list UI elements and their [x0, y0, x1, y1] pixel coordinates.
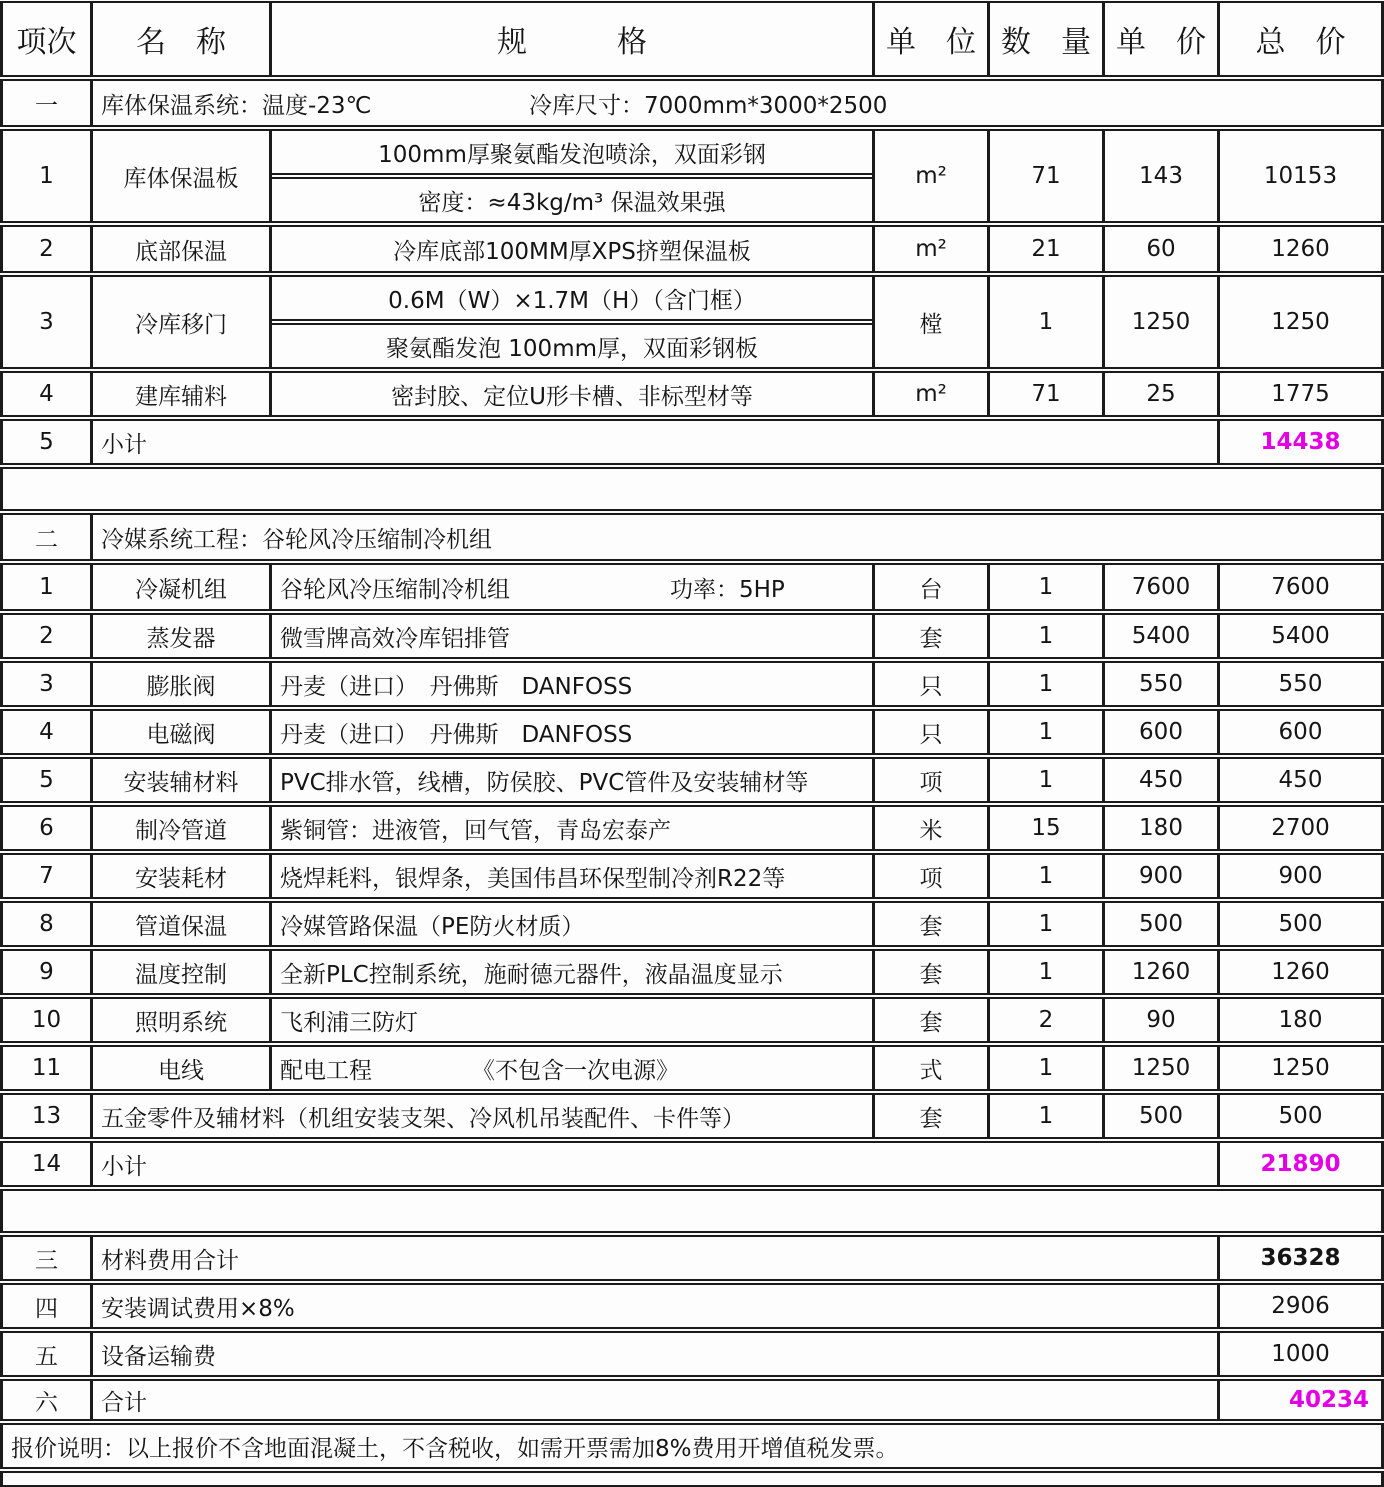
cell-qty: 1: [990, 951, 1105, 993]
cell-no: 5: [3, 759, 93, 801]
subtotal-value: 14438: [1260, 429, 1341, 455]
subtotal-value: 21890: [1260, 1151, 1341, 1177]
cell-total: 900: [1278, 863, 1323, 889]
cell-total: 1250: [1271, 309, 1330, 335]
table-row: [0, 709, 1384, 755]
cell-unit: 只: [875, 663, 990, 705]
cell-spec: [272, 1047, 875, 1089]
spec-note: 功率：5HP: [670, 576, 785, 603]
cell-qty: 1: [990, 1047, 1105, 1089]
cell-total: 10153: [1263, 163, 1338, 189]
table-row: [0, 563, 1384, 611]
cell-spec-line1: 100mm厚聚氨酯发泡喷涂，双面彩钢: [272, 131, 872, 175]
summary-row-materials-total: [0, 1235, 1384, 1281]
cell-unit-price: 900: [1105, 855, 1220, 897]
spacer-row: [0, 1189, 1384, 1233]
cell-spec: 冷媒管路保温（PE防火材质）: [272, 903, 875, 945]
empty-cell: [3, 469, 1381, 509]
col-header-spec: 规 格: [272, 3, 875, 75]
cell-unit-price: 143: [1105, 131, 1220, 221]
cell-name: 电磁阀: [93, 711, 272, 753]
cell-no: 8: [3, 903, 93, 945]
table-row: [0, 371, 1384, 417]
cell-total: 1250: [1271, 1055, 1330, 1081]
cell-qty: 1: [990, 855, 1105, 897]
cell-spec-line2: 密度：≈43kg/m³ 保温效果强: [272, 177, 872, 221]
cell-spec: 冷库底部100MM厚XPS挤塑保温板: [272, 227, 875, 271]
cell-unit-price: 1250: [1105, 1047, 1220, 1089]
cell-no: 六: [3, 1381, 93, 1419]
table-row: [0, 1093, 1384, 1139]
cell-unit-price: 450: [1105, 759, 1220, 801]
cell-total: 5400: [1271, 623, 1330, 649]
cell-no: 14: [3, 1143, 93, 1185]
cell-unit-price: 1250: [1105, 277, 1220, 367]
cell-unit-price: 7600: [1105, 565, 1220, 609]
summary-label: 材料费用合计: [93, 1237, 1220, 1279]
cell-spec-line1: 0.6M（W）×1.7M（H）（含门框）: [272, 277, 872, 321]
cell-total: 1775: [1271, 381, 1330, 407]
cell-unit-price: 550: [1105, 663, 1220, 705]
cell-total: 500: [1278, 1103, 1323, 1129]
summary-row-install-fee: [0, 1283, 1384, 1329]
cell-qty: 2: [990, 999, 1105, 1041]
cell-no: 6: [3, 807, 93, 849]
cell-name: 冷库移门: [93, 277, 272, 367]
cell-no: 五: [3, 1333, 93, 1375]
cell-total: 1260: [1271, 959, 1330, 985]
cell-unit-price: 600: [1105, 711, 1220, 753]
cell-no: 2: [3, 227, 93, 271]
footer-note: 报价说明：以上报价不含地面混凝土，不含税收，如需开票需加8%费用开增值税发票。: [11, 1435, 899, 1462]
cell-spec: 丹麦（进口） 丹佛斯 DANFOSS: [272, 663, 875, 705]
table-row: [0, 129, 1384, 223]
cell-name: 照明系统: [93, 999, 272, 1041]
spec-text: 配电工程: [280, 1057, 372, 1084]
cell-total: 600: [1278, 719, 1323, 745]
spacer-row: [0, 1471, 1384, 1487]
cell-no: 三: [3, 1237, 93, 1279]
cell-no: 11: [3, 1047, 93, 1089]
cell-spec: 飞利浦三防灯: [272, 999, 875, 1041]
summary-value: 36328: [1260, 1245, 1341, 1271]
section2-header-row: [0, 513, 1384, 561]
section2-title: 冷媒系统工程：谷轮风冷压缩制冷机组: [101, 526, 492, 553]
cell-no: 7: [3, 855, 93, 897]
cell-no: 10: [3, 999, 93, 1041]
cell-qty: 1: [990, 663, 1105, 705]
cell-unit-price: 180: [1105, 807, 1220, 849]
cell-name: 膨胀阀: [93, 663, 272, 705]
col-header-unit: 单 位: [875, 3, 990, 75]
grand-total-value: 40234: [1288, 1387, 1369, 1413]
empty-cell: [3, 1473, 1381, 1485]
cell-name: 库体保温板: [93, 131, 272, 221]
cell-no: 1: [3, 131, 93, 221]
spec-text: 谷轮风冷压缩制冷机组: [280, 576, 510, 603]
cell-unit: m²: [875, 227, 990, 271]
table-row: [0, 661, 1384, 707]
section1-size: 冷库尺寸：7000mm*3000*2500: [529, 92, 888, 119]
cell-qty: 71: [990, 373, 1105, 415]
cell-no: 3: [3, 277, 93, 367]
empty-cell: [3, 1191, 1381, 1231]
cell-unit: 套: [875, 999, 990, 1041]
header-row: [0, 1, 1384, 77]
cell-spec: [272, 565, 875, 609]
cell-unit: 套: [875, 903, 990, 945]
section1-title: 库体保温系统：温度-23℃: [101, 92, 372, 119]
table-row: [0, 1045, 1384, 1091]
cell-total: 180: [1278, 1007, 1323, 1033]
table-row: [0, 613, 1384, 659]
summary-label: 安装调试费用×8%: [93, 1285, 1220, 1327]
cell-name: 底部保温: [93, 227, 272, 271]
cell-no: 2: [3, 615, 93, 657]
subtotal-label: 小计: [93, 1143, 1220, 1185]
cell-name: 蒸发器: [93, 615, 272, 657]
cell-qty: 1: [990, 711, 1105, 753]
cell-unit: 套: [875, 1095, 990, 1137]
table-row: [0, 901, 1384, 947]
summary-label: 设备运输费: [93, 1333, 1220, 1375]
cell-qty: 1: [990, 903, 1105, 945]
cell-no: 3: [3, 663, 93, 705]
cell-no: 四: [3, 1285, 93, 1327]
cell-no: 9: [3, 951, 93, 993]
cell-unit: 式: [875, 1047, 990, 1089]
footer-note-row: [0, 1423, 1384, 1469]
cell-unit: m²: [875, 131, 990, 221]
cell-total: 500: [1278, 911, 1323, 937]
cell-unit: 项: [875, 855, 990, 897]
table-row: [0, 275, 1384, 369]
cell-spec-stack: [272, 131, 875, 221]
cell-unit-price: 60: [1105, 227, 1220, 271]
col-header-unit-price: 单 价: [1105, 3, 1220, 75]
cell-unit-price: 25: [1105, 373, 1220, 415]
cell-qty: 15: [990, 807, 1105, 849]
table-row: [0, 997, 1384, 1043]
cell-unit-price: 5400: [1105, 615, 1220, 657]
cell-spec: 全新PLC控制系统，施耐德元器件，液晶温度显示: [272, 951, 875, 993]
cell-unit: 项: [875, 759, 990, 801]
cell-no: 4: [3, 373, 93, 415]
cell-qty: 21: [990, 227, 1105, 271]
cell-spec: 丹麦（进口） 丹佛斯 DANFOSS: [272, 711, 875, 753]
cell-unit: 台: [875, 565, 990, 609]
cell-unit-price: 90: [1105, 999, 1220, 1041]
section2-subtotal-row: [0, 1141, 1384, 1187]
cell-spec: 密封胶、定位U形卡槽、非标型材等: [272, 373, 875, 415]
cell-total: 2700: [1271, 815, 1330, 841]
cell-name: 温度控制: [93, 951, 272, 993]
cell-unit: m²: [875, 373, 990, 415]
cell-unit: 只: [875, 711, 990, 753]
col-header-total: 总 价: [1255, 25, 1346, 60]
cell-no: 4: [3, 711, 93, 753]
cell-spec-line2: 聚氨酯发泡 100mm厚，双面彩钢板: [272, 323, 872, 367]
summary-row-transport-fee: [0, 1331, 1384, 1377]
cell-qty: 1: [990, 277, 1105, 367]
spacer-row: [0, 467, 1384, 511]
cell-spec: 烧焊耗料，银焊条，美国伟昌环保型制冷剂R22等: [272, 855, 875, 897]
cell-unit: 樘: [875, 277, 990, 367]
table-row: [0, 225, 1384, 273]
table-row: [0, 853, 1384, 899]
table-row: [0, 949, 1384, 995]
cell-qty: 1: [990, 759, 1105, 801]
cell-name: 制冷管道: [93, 807, 272, 849]
cell-spec-stack: [272, 277, 875, 367]
col-header-qty: 数 量: [990, 3, 1105, 75]
cell-spec: 紫铜管：进液管，回气管，青岛宏泰产: [272, 807, 875, 849]
cell-name-spec-merged: 五金零件及辅材料（机组安装支架、冷风机吊装配件、卡件等）: [93, 1095, 875, 1137]
subtotal-label: 小计: [93, 421, 1220, 463]
cell-no: 5: [3, 421, 93, 463]
cell-unit: 套: [875, 951, 990, 993]
cell-qty: 1: [990, 565, 1105, 609]
summary-label: 合计: [93, 1381, 1220, 1419]
summary-value: 2906: [1271, 1293, 1330, 1319]
section2-index: 二: [3, 515, 93, 559]
cell-qty: 1: [990, 615, 1105, 657]
cell-unit: 米: [875, 807, 990, 849]
cell-no: 13: [3, 1095, 93, 1137]
cell-unit-price: 500: [1105, 1095, 1220, 1137]
cell-name: 冷凝机组: [93, 565, 272, 609]
col-header-name: 名 称: [93, 3, 272, 75]
cell-unit-price: 500: [1105, 903, 1220, 945]
cell-name: 安装辅材料: [93, 759, 272, 801]
table-row: [0, 757, 1384, 803]
cell-name: 管道保温: [93, 903, 272, 945]
cell-spec: 微雪牌高效冷库铝排管: [272, 615, 875, 657]
spec-note: 《不包含一次电源》: [472, 1057, 679, 1084]
cell-spec: PVC排水管，线槽，防侯胶、PVC管件及安装辅材等: [272, 759, 875, 801]
cell-no: 1: [3, 565, 93, 609]
cell-total: 7600: [1271, 574, 1330, 600]
cell-unit-price: 1260: [1105, 951, 1220, 993]
summary-row-grand-total: [0, 1379, 1384, 1421]
cell-total: 450: [1278, 767, 1323, 793]
cell-total: 550: [1278, 671, 1323, 697]
section1-title-cell: [93, 81, 1381, 125]
col-header-item: 项次: [3, 3, 93, 75]
summary-value: 1000: [1271, 1341, 1330, 1367]
cell-unit: 套: [875, 615, 990, 657]
table-row: [0, 805, 1384, 851]
cell-total: 1260: [1271, 236, 1330, 262]
cell-name: 建库辅料: [93, 373, 272, 415]
section1-header-row: [0, 79, 1384, 127]
cell-name: 安装耗材: [93, 855, 272, 897]
section1-index: 一: [3, 81, 93, 125]
section1-subtotal-row: [0, 419, 1384, 465]
cell-qty: 1: [990, 1095, 1105, 1137]
cell-name: 电线: [93, 1047, 272, 1089]
cell-qty: 71: [990, 131, 1105, 221]
